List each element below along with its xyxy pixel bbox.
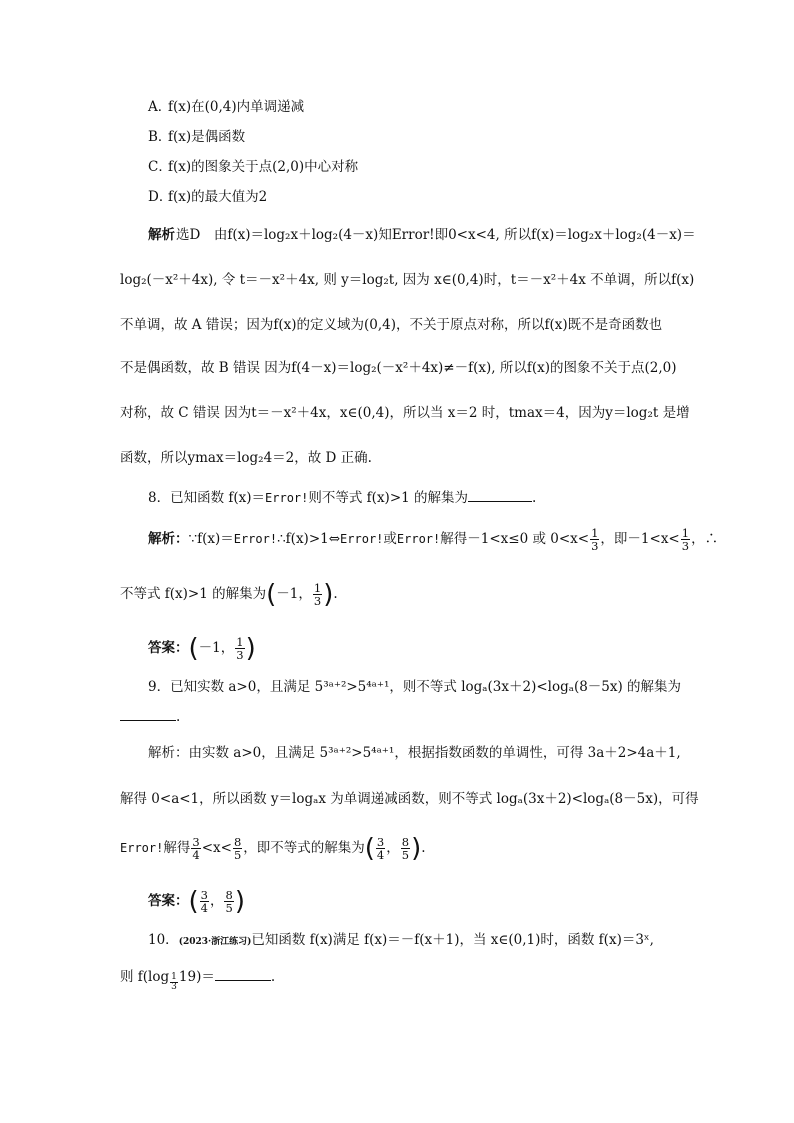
solution-label: 解析：	[148, 531, 189, 547]
option-text: f(x)的最大值为2	[168, 189, 268, 205]
option-letter: C．	[148, 159, 172, 175]
question-source: (2023·浙江练习)	[178, 937, 252, 947]
answer-label: 答案：	[148, 640, 189, 656]
error-placeholder: Error!	[233, 532, 278, 546]
question-text: 8．已知函数 f(x)＝	[148, 490, 266, 506]
error-placeholder: Error!	[340, 532, 384, 546]
solution-label: 解析	[148, 227, 175, 243]
fraction: $\frac{3}{4}$	[192, 835, 200, 862]
fraction: $\frac{1}{3}$	[591, 526, 599, 553]
error-placeholder: Error!	[396, 532, 441, 546]
option-text: f(x)的图象关于点(2,0)中心对称	[168, 159, 359, 175]
solution-text: 选D 由f(x)＝log₂x＋log₂(4－x)知Error!即0<x<4, 所以f(x)＝log₂x＋log₂(4－x)＝	[176, 227, 696, 243]
answer-label: 答案：	[148, 893, 189, 909]
fraction: $\frac{3}{4}$	[200, 888, 208, 915]
solution-text: 对称，故 C 错误 因为t＝－x²＋4x，x∈(0,4)，所以当 x＝2 时，tmax＝4，因为y＝log₂t 是增	[120, 405, 690, 421]
fraction: $\frac{8}{5}$	[225, 888, 233, 915]
fraction: $\frac{3}{4}$	[376, 835, 385, 862]
fraction: $\frac{8}{5}$	[233, 835, 242, 862]
fraction: $\frac{1}{3}$	[236, 635, 244, 662]
error-placeholder: Error!	[265, 491, 309, 505]
fraction: $\frac{1}{3}$	[313, 581, 322, 608]
solution-text: 解析：由实数 a>0，且满足 5³ᵃ⁺²>5⁴ᵃ⁺¹，根据指数函数的单调性，可得 3a＋2>4a＋1,	[148, 745, 681, 761]
answer-blank[interactable]	[215, 968, 271, 981]
solution-text: 不单调，故 A 错误；因为f(x)的定义域为(0,4)，不关于原点对称，所以f(x)既不是奇函数也	[120, 317, 663, 333]
question-text: 9．已知实数 a>0，且满足 5³ᵃ⁺²>5⁴ᵃ⁺¹，则不等式 logₐ(3x＋2)<logₐ(8－5x) 的解集为	[148, 679, 682, 695]
fraction: $\frac{8}{5}$	[401, 835, 410, 862]
solution-text: 函数，所以ymax＝log₂4＝2，故 D 正确.	[120, 450, 372, 466]
option-text: f(x)是偶函数	[168, 129, 246, 145]
option-letter: A．	[148, 99, 172, 115]
solution-text: log₂(－x²＋4x), 令 t＝－x²＋4x, 则 y＝log₂t, 因为 x∈(0,4)时，t＝－x²＋4x 不单调，所以f(x)	[120, 272, 695, 288]
error-placeholder: Error!	[120, 841, 164, 855]
answer-blank[interactable]	[468, 489, 532, 502]
option-letter: D．	[148, 189, 173, 205]
question-text: 已知函数 f(x)满足 f(x)＝－f(x＋1)，当 x∈(0,1)时，函数 f(x)＝3ˣ,	[251, 932, 654, 948]
fraction: $\frac{1}{3}$	[681, 526, 690, 553]
solution-text: 解得 0<a<1，所以函数 y＝logₐx 为单调递减函数，则不等式 logₐ(3x＋2)<logₐ(8－5x)，可得	[120, 791, 699, 807]
option-letter: B．	[148, 129, 172, 145]
option-text: f(x)在(0,4)内单调递减	[168, 99, 305, 115]
solution-text: 不是偶函数，故 B 错误 因为f(4－x)＝log₂(－x²＋4x)≠－f(x), 所以f(x)的图象不关于点(2,0)	[120, 360, 677, 376]
log-base-fraction: $\frac{1}{3}$	[171, 972, 177, 992]
answer-blank[interactable]	[120, 708, 176, 721]
question-text: 则不等式 f(x)>1 的解集为	[308, 490, 469, 506]
document-page: A． f(x)在(0,4)内单调递减 B． f(x)是偶函数 C． f(x)的图象关于点(2,0)中心对称 D． f(x)的最大值为2 解析 选D 由f(x)＝log₂x＋log₂(4－x)知Error!即0<x<4, 所以f(x)＝log₂x＋log₂(4－x)＝ log₂(－x²＋4x), 令 t＝－x²＋4x, 则 y＝log₂t, 因为 x∈(0,4)时，t＝－x²＋4x 不单调，所以f(x) 不单调，故 A 错误；因为f(x)的定义域为(0,4)，不关于原点对称，所以f(x)既不是奇函数也 不是偶函数，故 B 错误 因为f(4－x)＝log₂(－x²＋4x)≠－f(x), 所以f(x)的图象不关于点(2,0) 对称，故 C 错误 因为t＝－x²＋4x，x∈(0,4)，所以当 x＝2 时，tmax＝4，因为y＝log₂t 是增 函数，所以ymax＝log₂4＝2，故 D 正确. 8．已知函数 f(x)＝Error!则不等式 f(x)>1 的解集为 . 解析：∵f(x)＝Error!∴f(x)>1⇔Error!或Error!解得－1<x≤0 或 0<x< $\frac{1}{3}$ ，即－1<x< $\frac{1}{3}$ ，∴ 不等式 f(x)>1 的解集为(－1， $\frac{1}{3}$ ). 答案：(－1， $\frac{1}{3}$ ) 9．已知实数 a>0，且满足 5³ᵃ⁺²>5⁴ᵃ⁺¹，则不等式 logₐ(3x＋2)<logₐ(8－5x) 的解集为 . 解析：由实数 a>0，且满足 5³ᵃ⁺²>5⁴ᵃ⁺¹，根据指数函数的单调性，可得 3a＋2>4a＋1, 解得 0<a<1，所以函数 y＝logₐx 为单调递减函数，则不等式 logₐ(3x＋2)<logₐ(8－5x)，可得 Error!解得 $\frac{3}{4}$ <x< $\frac{8}{5}$ ，即不等式的解集为( $\frac{3}{4}$ ， $\frac{8}{5}$ ). 答案：( $\frac{3}{4}$ ， $\frac{8}{5}$ ) 10．(2023·浙江练习)已知函数 f(x)满足 f(x)＝－f(x＋1)，当 x∈(0,1)时，函数 f(x)＝3ˣ, 则 f(log $\frac{1}{3}$ 19)＝ .	[120, 99, 719, 992]
